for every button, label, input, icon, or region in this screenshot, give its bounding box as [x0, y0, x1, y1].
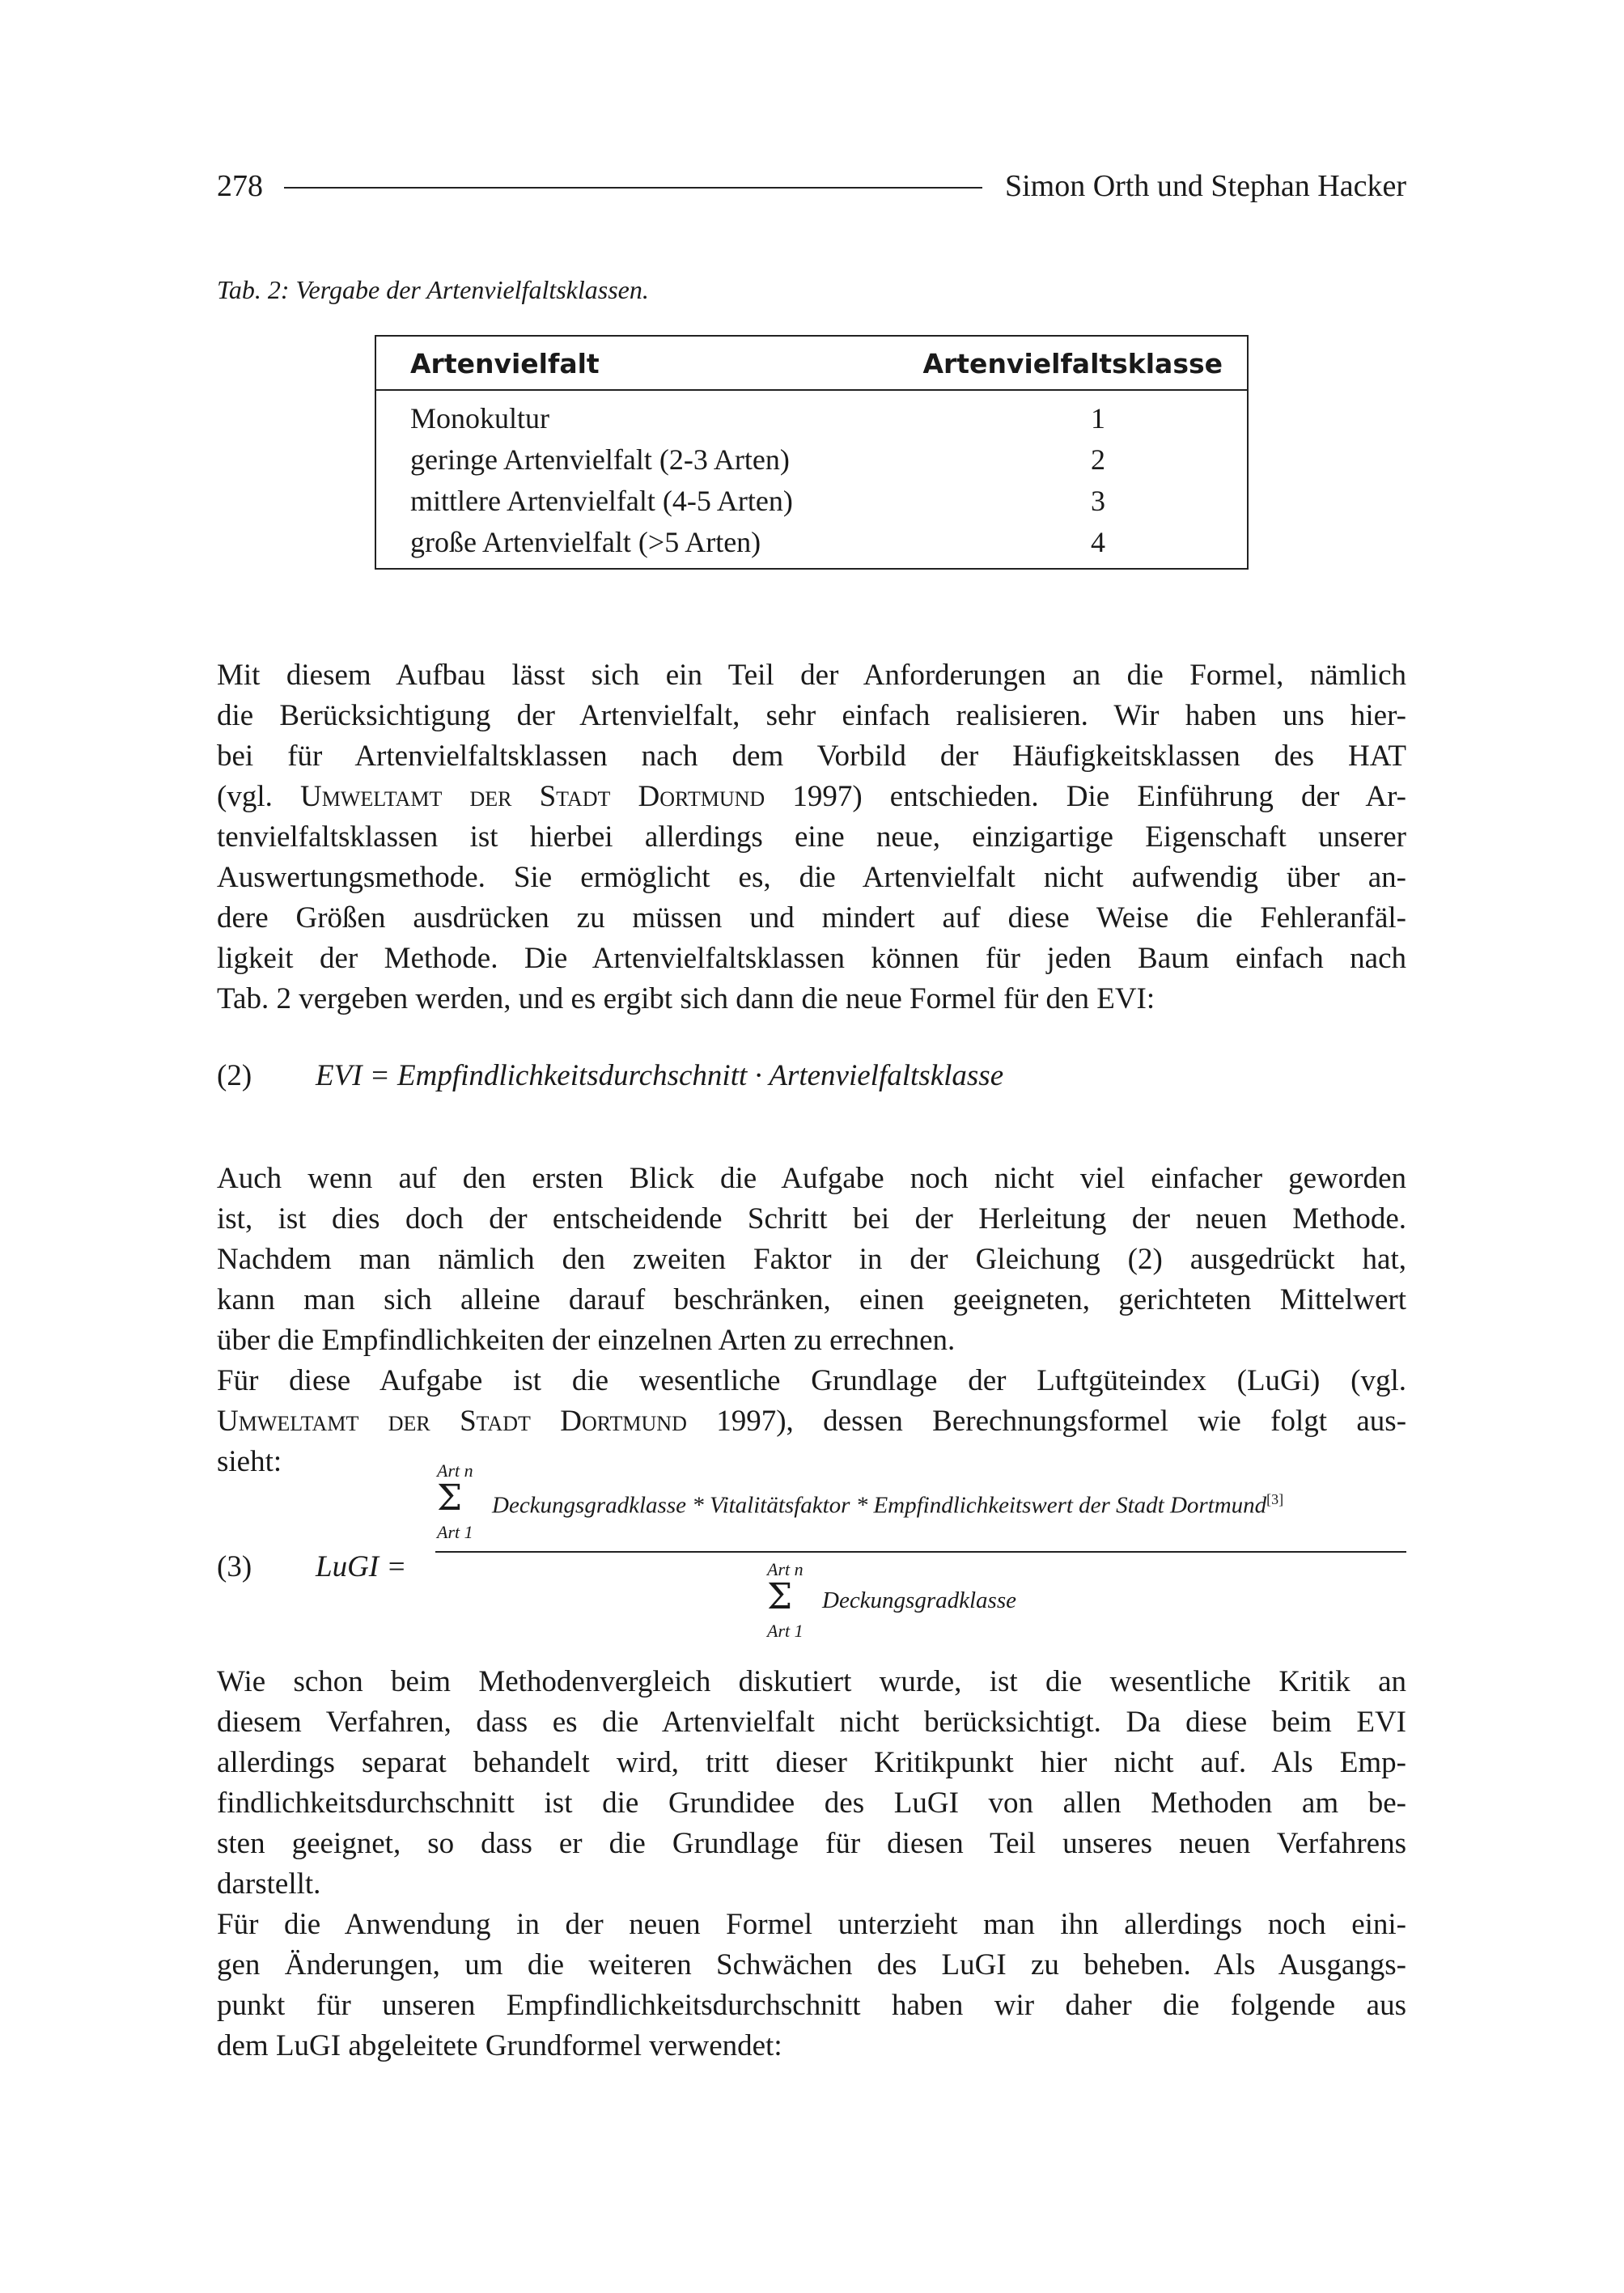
sum-lower-limit: Art 1	[767, 1621, 804, 1641]
table-row	[376, 484, 1247, 525]
sum-upper-limit: Art n	[767, 1559, 804, 1579]
text-line: über die Empfindlichkeiten der einzelnen Arten zu errechnen.	[217, 1324, 956, 1357]
sigma-symbol: Σ	[437, 1477, 463, 1519]
table-body	[376, 401, 1247, 566]
table-header-cell: Artenvielfalt	[410, 348, 600, 379]
text-line: ist, ist dies doch der entscheidende Schritt bei der Herleitung der neuen Methode.	[217, 1202, 1406, 1236]
text-fragment: 1997), dessen Berechnungsformel wie folgt aus-	[716, 1405, 1407, 1438]
text-line: sten geeignet, so dass er die Grundlage für diesen Teil unseres neuen Verfahrens	[217, 1827, 1406, 1860]
table-row	[376, 525, 1247, 566]
text-line: dere Größen ausdrücken zu müssen und mindert auf diese Weise die Fehleranfäl-	[217, 901, 1406, 935]
text-line	[217, 1401, 1406, 1442]
citation: Umweltamt der Stadt Dortmund	[300, 780, 765, 813]
table-cell: 4	[1091, 526, 1105, 558]
text-line: Für diese Aufgabe ist die wesentliche Grundlage der Luftgüteindex (LuGi) (vgl.	[217, 1364, 1406, 1397]
paragraph-2	[217, 1159, 1406, 1482]
equation-2	[217, 1058, 1003, 1093]
text-fragment: (vgl.	[217, 780, 273, 813]
text-line: darstellt.	[217, 1867, 321, 1901]
sum-lower-limit: Art 1	[437, 1522, 473, 1542]
equation-numerator	[492, 1491, 1283, 1519]
header-rule	[284, 187, 982, 189]
text-line: die Berücksichtigung der Artenvielfalt, sehr einfach realisieren. Wir haben uns hier-	[217, 699, 1406, 732]
page-number: 278	[217, 169, 263, 203]
text-line: kann man sich alleine darauf beschränken, einen geeigneten, gerichteten Mittelwert	[217, 1283, 1406, 1316]
numerator-text: Deckungsgradklasse * Vitalitätsfaktor * Empfindlichkeitswert der Stadt Dortmund	[492, 1492, 1267, 1519]
table-cell: mittlere Artenvielfalt (4-5 Arten)	[410, 485, 793, 517]
table-cell: Monokultur	[410, 402, 550, 434]
text-line: Nachdem man nämlich den zweiten Faktor in der Gleichung (2) ausgedrückt hat,	[217, 1243, 1406, 1276]
text-line: Für die Anwendung in der neuen Formel unterzieht man ihn allerdings noch eini-	[217, 1908, 1406, 1941]
text-line: punkt für unseren Empfindlichkeitsdurchschnitt haben wir daher die folgende aus	[217, 1989, 1406, 2022]
equation-number: (3)	[217, 1550, 252, 1583]
table-cell: große Artenvielfalt (>5 Arten)	[410, 526, 761, 558]
text-line: ligkeit der Methode. Die Artenvielfaltsklassen können für jeden Baum einfach nach	[217, 942, 1406, 975]
equation-expression: EVI = Empfindlichkeitsdurchschnitt · Artenvielfaltsklasse	[316, 1059, 1004, 1092]
table-row	[376, 443, 1247, 484]
text-line: Mit diesem Aufbau lässt sich ein Teil der Anforderungen an die Formel, nämlich	[217, 659, 1406, 692]
text-line: findlichkeitsdurchschnitt ist die Grundidee des LuGI von allen Methoden am be-	[217, 1787, 1406, 1820]
equation-denominator: Deckungsgradklasse	[822, 1587, 1017, 1613]
paragraph-3	[217, 1662, 1406, 2066]
paragraph-1	[217, 655, 1406, 1019]
text-line: dem LuGI abgeleitete Grundformel verwendet:	[217, 2029, 782, 2062]
table-header-cell: Artenvielfaltsklasse	[922, 348, 1223, 379]
text-line: tenvielfaltsklassen ist hierbei allerdings eine neue, einzigartige Eigenschaft unserer	[217, 820, 1406, 854]
citation: Umweltamt der Stadt Dortmund	[217, 1405, 687, 1438]
table-cell: geringe Artenvielfalt (2-3 Arten)	[410, 443, 790, 476]
table-cell: 1	[1091, 402, 1105, 434]
text-line: diesem Verfahren, dass es die Artenvielfalt nicht berücksichtigt. Da diese beim EVI	[217, 1706, 1406, 1739]
species-diversity-table	[375, 335, 1249, 570]
text-line	[217, 777, 1406, 817]
text-line: sieht:	[217, 1445, 282, 1478]
header-authors: Simon Orth und Stephan Hacker	[1004, 169, 1406, 203]
table-header-row	[376, 337, 1247, 391]
sum-upper-limit: Art n	[437, 1460, 473, 1481]
sigma-symbol: Σ	[767, 1576, 793, 1617]
text-line: gen Änderungen, um die weiteren Schwächen des LuGI zu beheben. Als Ausgangs-	[217, 1948, 1406, 1981]
equation-lhs: LuGI =	[316, 1550, 407, 1583]
text-line: Wie schon beim Methodenvergleich diskutiert wurde, ist die wesentliche Kritik an	[217, 1665, 1406, 1698]
text-line: Auch wenn auf den ersten Blick die Aufgabe noch nicht viel einfacher geworden	[217, 1162, 1406, 1195]
equation-number: (2)	[217, 1059, 252, 1092]
table-row	[376, 401, 1247, 443]
running-header	[217, 162, 1406, 210]
text-line: Tab. 2 vergeben werden, und es ergibt sich dann die neue Formel für den EVI:	[217, 982, 1155, 1015]
text-line: bei für Artenvielfaltsklassen nach dem Vorbild der Häufigkeitsklassen des HAT	[217, 740, 1406, 773]
table-cell: 2	[1091, 443, 1105, 476]
footnote-marker: [3]	[1266, 1491, 1284, 1507]
fraction-bar	[435, 1551, 1406, 1553]
table-caption: Tab. 2: Vergabe der Artenvielfaltsklassen.	[217, 275, 649, 304]
text-line: Auswertungsmethode. Sie ermöglicht es, die Artenvielfalt nicht aufwendig über an-	[217, 861, 1406, 894]
table-cell: 3	[1091, 485, 1105, 517]
text-fragment: 1997) entschieden. Die Einführung der Ar-	[792, 780, 1406, 813]
text-line: allerdings separat behandelt wird, tritt dieser Kritikpunkt hier nicht auf. Als Emp-	[217, 1746, 1406, 1779]
